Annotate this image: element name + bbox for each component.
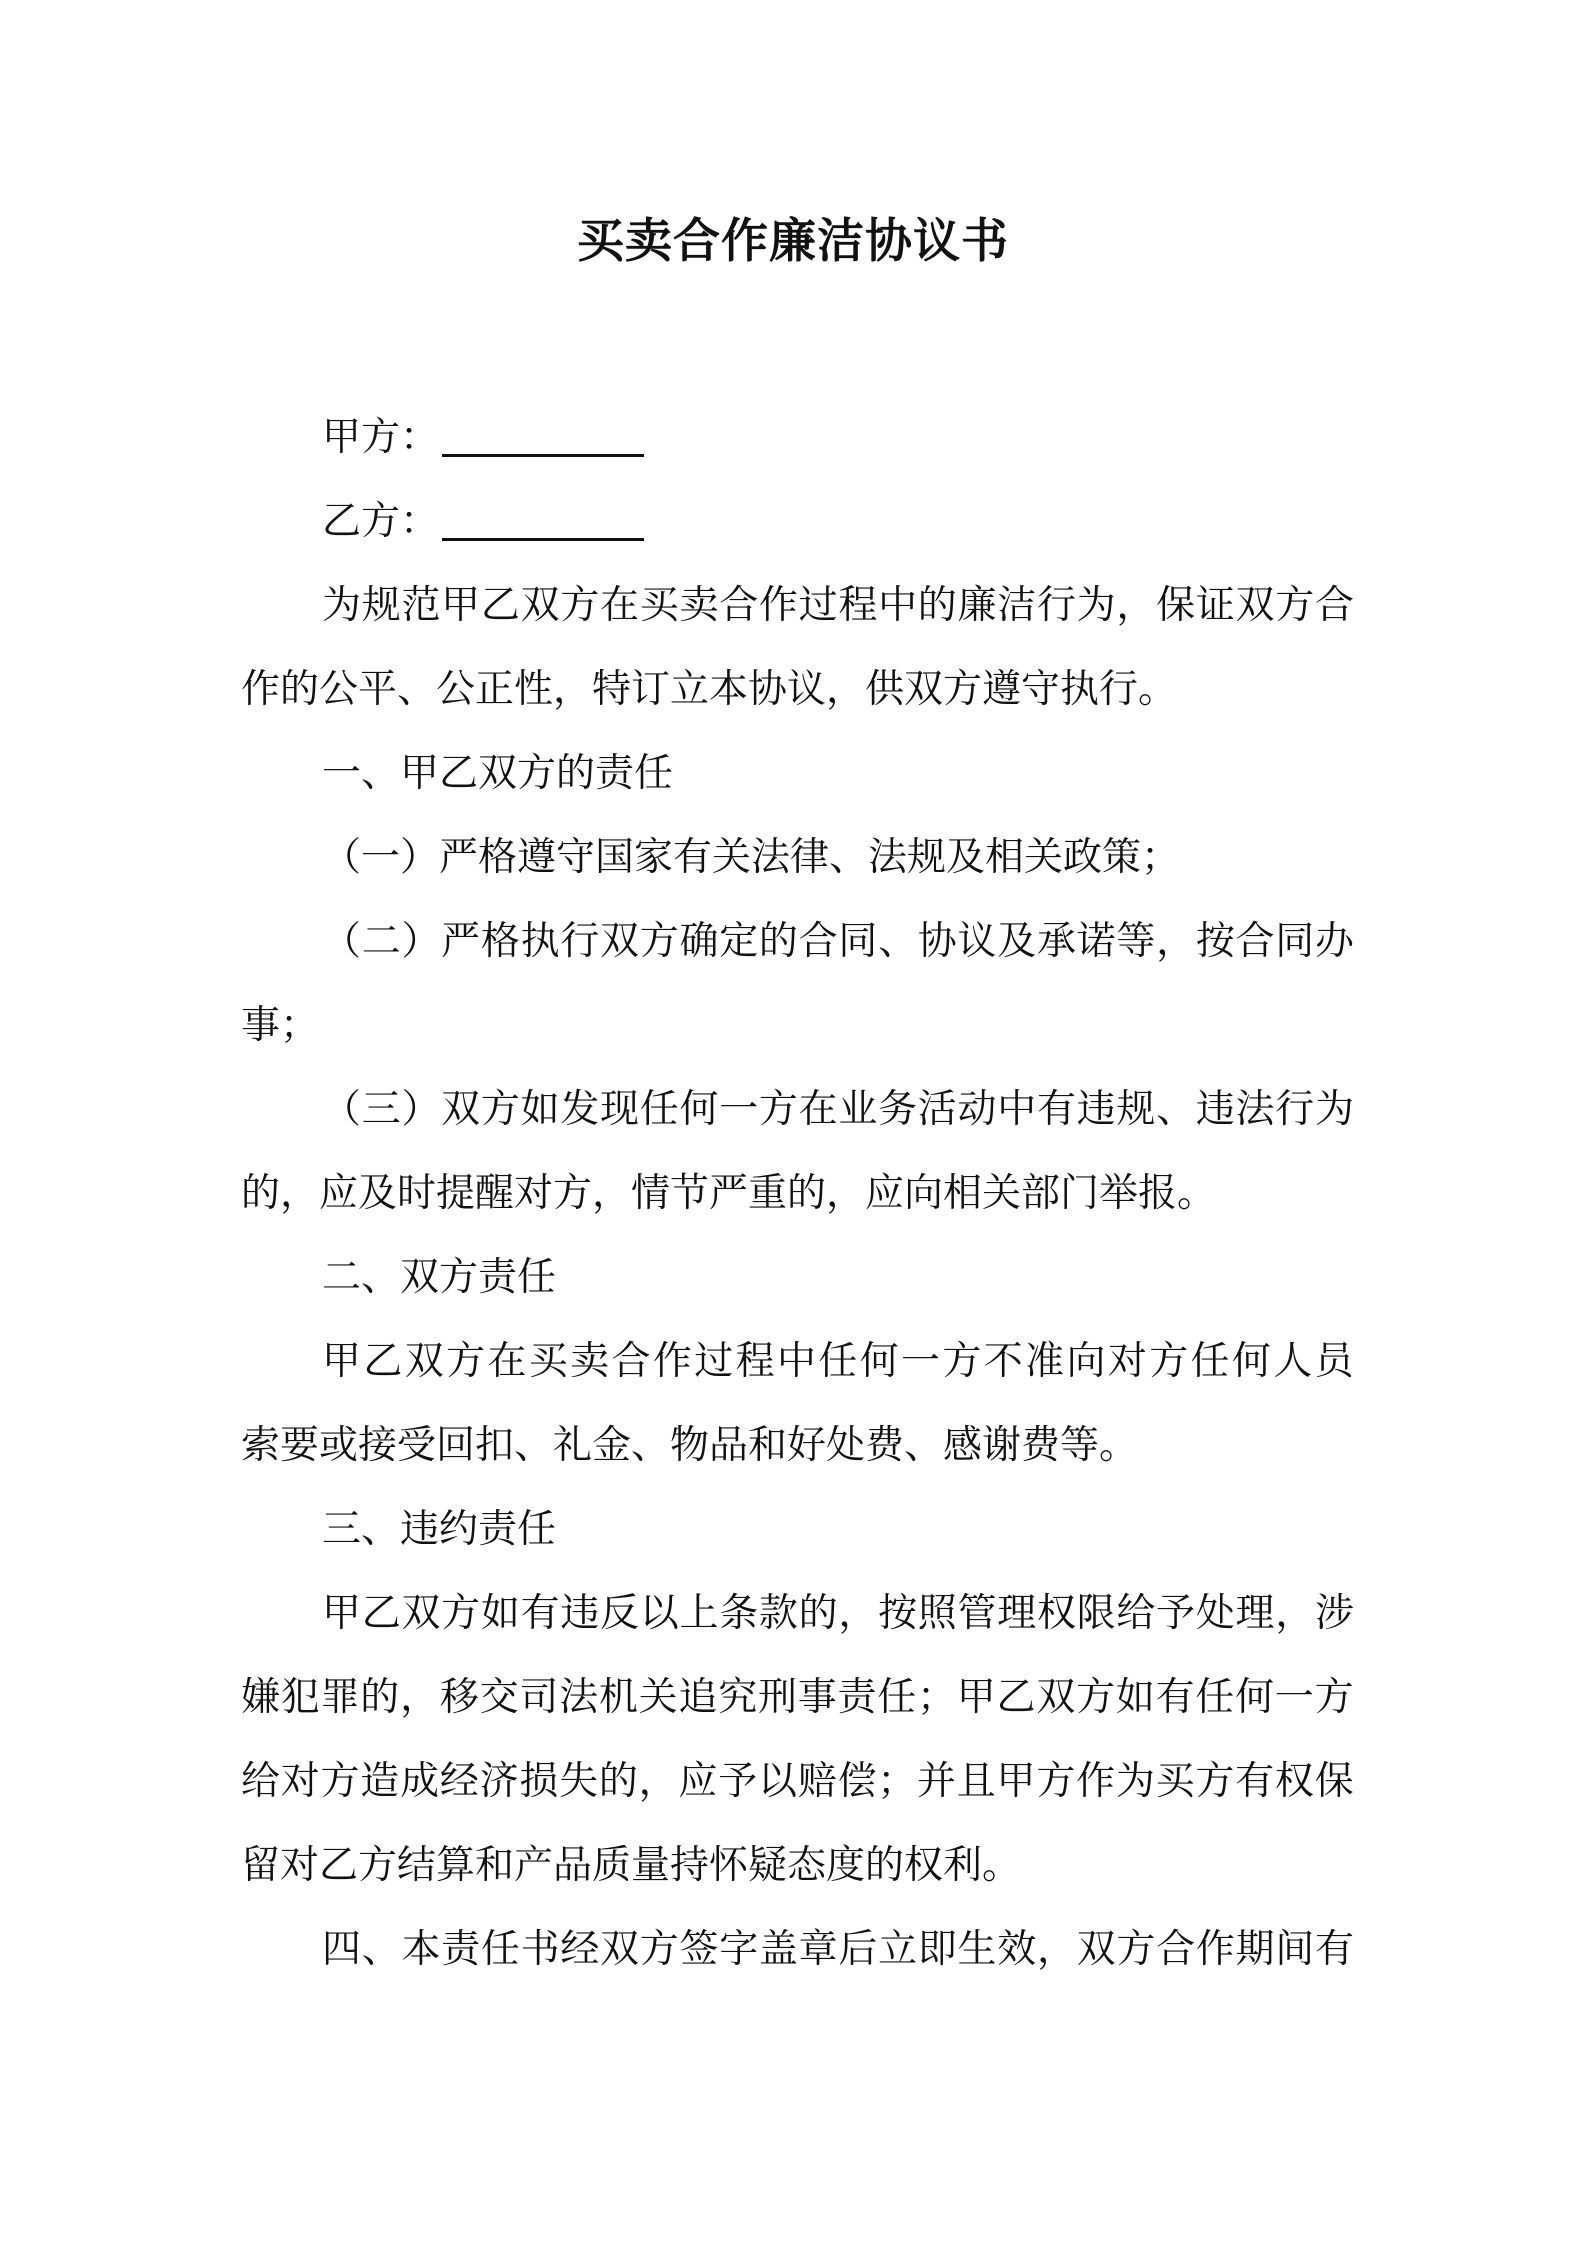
line-char: 任 — [818, 1339, 858, 1384]
line-char: 承 — [1036, 919, 1076, 964]
line-char: 照 — [917, 1591, 957, 1636]
paragraph-line — [0, 1416, 1586, 1476]
line-char: 诺 — [1076, 919, 1116, 964]
line-char: 方 — [942, 1339, 982, 1384]
clause-text: 的，应及时提醒对方，情节严重的，应向相关部门举报。 — [241, 1171, 1217, 1216]
clause-line — [0, 912, 1586, 972]
line-char: 卖 — [679, 583, 719, 628]
party-a-blank — [442, 408, 644, 457]
line-char: 理 — [1235, 1591, 1275, 1636]
line-char: 违 — [560, 1591, 600, 1636]
line-char: 章 — [798, 1927, 838, 1972]
line-char: 方 — [480, 1087, 520, 1132]
line-char: 规 — [361, 583, 401, 628]
line-char: 按 — [1195, 919, 1235, 964]
line-char: 双 — [520, 583, 560, 628]
line-char: 如 — [520, 1087, 560, 1132]
line-char: 如 — [480, 1591, 520, 1636]
justified-line-text — [322, 576, 1354, 636]
justified-line-text — [241, 1752, 1354, 1812]
line-char: 卖 — [570, 1339, 610, 1384]
line-char: 嫌 — [241, 1675, 281, 1720]
line-char: 方 — [639, 919, 679, 964]
section-heading — [0, 1500, 1586, 1560]
line-char: 关 — [638, 1675, 678, 1720]
line-char: 款 — [758, 1591, 798, 1636]
line-char: 赔 — [797, 1759, 837, 1804]
line-char: 双 — [1036, 1675, 1076, 1720]
justified-line-text — [322, 1920, 1354, 1980]
line-char: 的 — [360, 1675, 400, 1720]
paragraph-line — [0, 1584, 1586, 1644]
section-heading-text: 二、双方责任 — [322, 1255, 557, 1300]
line-char: 签 — [679, 1927, 719, 1972]
line-char: 双 — [1235, 583, 1275, 628]
paragraph-line — [0, 1332, 1586, 1392]
line-char: 在 — [600, 583, 640, 628]
line-char: 确 — [679, 919, 719, 964]
line-char: 同 — [838, 919, 878, 964]
party-b-line — [0, 492, 1586, 552]
line-char: 权 — [1036, 1591, 1076, 1636]
line-char: 过 — [694, 1339, 734, 1384]
line-char: 方 — [1195, 1759, 1235, 1804]
paragraph-line — [0, 660, 1586, 720]
clause-text: （一）严格遵守国家有关法律、法规及相关政策； — [322, 835, 1181, 880]
clause-line — [0, 828, 1586, 888]
line-char: 为 — [1076, 583, 1116, 628]
line-char: 应 — [678, 1759, 718, 1804]
line-char: 甲 — [322, 1339, 362, 1384]
line-char: 保 — [1156, 583, 1196, 628]
line-char: 发 — [560, 1087, 600, 1132]
line-char: 行 — [560, 919, 600, 964]
line-char: 责 — [837, 1675, 877, 1720]
line-char: 理 — [997, 1591, 1037, 1636]
line-char: 准 — [1025, 1339, 1065, 1384]
line-char: 成 — [400, 1759, 440, 1804]
line-char: 方 — [560, 583, 600, 628]
paragraph-text: 留对乙方结算和产品质量持怀疑态度的权利。 — [241, 1843, 1022, 1888]
line-char: 方 — [639, 1927, 679, 1972]
line-char: 买 — [639, 583, 679, 628]
line-char: 何 — [1231, 1339, 1271, 1384]
line-char: 员 — [1314, 1339, 1354, 1384]
line-char: 程 — [838, 583, 878, 628]
justified-line-text — [322, 912, 1354, 972]
line-char: 如 — [1115, 1675, 1155, 1720]
line-char: 效 — [997, 1927, 1037, 1972]
line-char: 二 — [361, 919, 401, 964]
line-char: 的 — [598, 1759, 638, 1804]
line-char: 予 — [718, 1759, 758, 1804]
line-char: 有 — [1036, 1087, 1076, 1132]
line-char: （ — [322, 919, 362, 964]
line-char: 上 — [679, 1591, 719, 1636]
line-char: 且 — [956, 1759, 996, 1804]
line-char: 交 — [479, 1675, 519, 1720]
line-char: 追 — [678, 1675, 718, 1720]
line-char: 方 — [1116, 1927, 1156, 1972]
line-char: 三 — [361, 1087, 401, 1132]
line-char: ， — [1036, 1927, 1076, 1972]
line-char: 范 — [401, 583, 441, 628]
line-char: 业 — [838, 1087, 878, 1132]
line-char: 按 — [878, 1591, 918, 1636]
line-char: 生 — [957, 1927, 997, 1972]
line-char: 以 — [639, 1591, 679, 1636]
line-char: 现 — [600, 1087, 640, 1132]
line-char: 予 — [1156, 1591, 1196, 1636]
line-char: 盖 — [758, 1927, 798, 1972]
line-char: 方 — [1076, 1675, 1116, 1720]
line-char: 有 — [1314, 1927, 1354, 1972]
line-char: 即 — [917, 1927, 957, 1972]
section-heading — [0, 1248, 1586, 1308]
line-char: 及 — [997, 919, 1037, 964]
line-char: 买 — [1155, 1759, 1195, 1804]
line-char: 任 — [1190, 1339, 1230, 1384]
line-char: 方 — [1149, 1339, 1189, 1384]
clause-line — [0, 1164, 1586, 1224]
paragraph-line — [0, 1668, 1586, 1728]
line-char: 立 — [878, 1927, 918, 1972]
line-char: ） — [401, 919, 441, 964]
line-char: 中 — [776, 1339, 816, 1384]
line-char: 为 — [1115, 1759, 1155, 1804]
clause-line — [0, 1080, 1586, 1140]
line-char: 合 — [1156, 1927, 1196, 1972]
line-char: 保 — [1314, 1759, 1354, 1804]
line-char: 方 — [758, 1087, 798, 1132]
justified-line-text — [241, 1668, 1354, 1728]
line-char: 人 — [1273, 1339, 1313, 1384]
line-char: 过 — [798, 583, 838, 628]
line-char: 何 — [679, 1087, 719, 1132]
line-char: 限 — [1076, 1591, 1116, 1636]
line-char: ； — [877, 1759, 917, 1804]
line-char: 合 — [719, 583, 759, 628]
line-char: 的 — [917, 583, 957, 628]
line-char: ， — [1275, 1591, 1315, 1636]
line-char: 作 — [758, 583, 798, 628]
line-char: 处 — [1195, 1591, 1235, 1636]
line-char: 方 — [446, 1339, 486, 1384]
line-char: 有 — [1155, 1675, 1195, 1720]
line-char: 格 — [480, 919, 520, 964]
line-char: 期 — [1235, 1927, 1275, 1972]
line-char: 在 — [487, 1339, 527, 1384]
party-b-blank — [442, 492, 644, 541]
line-char: 双 — [401, 1591, 441, 1636]
line-char: 罪 — [320, 1675, 360, 1720]
section-heading-text: 三、违约责任 — [322, 1507, 557, 1552]
line-char: 方 — [1314, 1675, 1354, 1720]
line-char: 的 — [798, 1591, 838, 1636]
section-heading — [0, 1920, 1586, 1980]
line-char: ， — [638, 1759, 678, 1804]
line-char: 任 — [1195, 1675, 1235, 1720]
line-char: 作 — [1195, 1927, 1235, 1972]
line-char: 合 — [611, 1339, 651, 1384]
line-char: ） — [401, 1087, 441, 1132]
line-char: 对 — [1107, 1339, 1147, 1384]
line-char: 证 — [1195, 583, 1235, 628]
line-char: 甲 — [956, 1675, 996, 1720]
line-char: 方 — [1275, 583, 1315, 628]
line-char: 规 — [1116, 1087, 1156, 1132]
line-char: 并 — [917, 1759, 957, 1804]
clause-text: 事； — [241, 1003, 320, 1048]
line-char: 权 — [1274, 1759, 1314, 1804]
line-char: 任 — [480, 1927, 520, 1972]
line-char: 乙 — [361, 1591, 401, 1636]
document-title: 买卖合作廉洁协议书 — [577, 214, 1009, 269]
paragraph-line — [0, 1836, 1586, 1896]
line-char: 、 — [1156, 1087, 1196, 1132]
line-char: 法 — [1235, 1087, 1275, 1132]
line-char: 偿 — [837, 1759, 877, 1804]
line-char: 务 — [878, 1087, 918, 1132]
line-char: 、 — [361, 1927, 401, 1972]
line-char: ， — [1116, 583, 1156, 628]
line-char: 字 — [719, 1927, 759, 1972]
line-char: 双 — [441, 1087, 481, 1132]
line-char: 经 — [560, 1927, 600, 1972]
line-char: 行 — [1036, 583, 1076, 628]
line-char: 作 — [652, 1339, 692, 1384]
line-char: 法 — [559, 1675, 599, 1720]
line-char: 一 — [719, 1087, 759, 1132]
line-char: 一 — [1274, 1675, 1314, 1720]
line-char: 双 — [600, 1927, 640, 1972]
line-char: 议 — [957, 919, 997, 964]
line-char: 刑 — [757, 1675, 797, 1720]
line-char: 为 — [1314, 1087, 1354, 1132]
line-char: 行 — [1275, 1087, 1315, 1132]
line-char: 定 — [719, 919, 759, 964]
line-char: 反 — [600, 1591, 640, 1636]
line-char: 济 — [479, 1759, 519, 1804]
line-char: 给 — [1116, 1591, 1156, 1636]
line-char: 向 — [1066, 1339, 1106, 1384]
line-char: 洁 — [997, 583, 1037, 628]
line-char: 方 — [441, 1591, 481, 1636]
line-char: 方 — [320, 1759, 360, 1804]
line-char: （ — [322, 1087, 362, 1132]
line-char: 中 — [878, 583, 918, 628]
line-char: 经 — [439, 1759, 479, 1804]
line-char: 本 — [401, 1927, 441, 1972]
line-char: 中 — [997, 1087, 1037, 1132]
line-char: 后 — [838, 1927, 878, 1972]
line-char: 造 — [360, 1759, 400, 1804]
line-char: 办 — [1314, 919, 1354, 964]
paragraph-line — [0, 576, 1586, 636]
line-char: 何 — [859, 1339, 899, 1384]
line-char: 任 — [639, 1087, 679, 1132]
line-char: 活 — [917, 1087, 957, 1132]
line-char: 一 — [901, 1339, 941, 1384]
line-char: ， — [1156, 919, 1196, 964]
line-char: 涉 — [1314, 1591, 1354, 1636]
line-char: 程 — [735, 1339, 775, 1384]
line-char: 以 — [757, 1759, 797, 1804]
line-char: 的 — [758, 919, 798, 964]
line-char: 司 — [519, 1675, 559, 1720]
line-char: 同 — [1275, 919, 1315, 964]
line-char: ， — [400, 1675, 440, 1720]
line-char: 给 — [241, 1759, 281, 1804]
line-char: 书 — [520, 1927, 560, 1972]
line-char: 甲 — [322, 1591, 362, 1636]
line-char: 条 — [719, 1591, 759, 1636]
section-heading — [0, 744, 1586, 804]
line-char: 廉 — [957, 583, 997, 628]
line-char: 双 — [600, 919, 640, 964]
line-char: 为 — [322, 583, 362, 628]
line-char: 有 — [520, 1591, 560, 1636]
line-char: 不 — [983, 1339, 1023, 1384]
line-char: 双 — [404, 1339, 444, 1384]
line-char: 买 — [528, 1339, 568, 1384]
line-char: 方 — [1036, 1759, 1076, 1804]
line-char: 间 — [1275, 1927, 1315, 1972]
justified-line-text — [322, 1332, 1354, 1392]
line-char: 合 — [1235, 919, 1275, 964]
line-char: 管 — [957, 1591, 997, 1636]
line-char: 等 — [1116, 919, 1156, 964]
paragraph-text: 索要或接受回扣、礼金、物品和好处费、感谢费等。 — [241, 1423, 1139, 1468]
line-char: 责 — [441, 1927, 481, 1972]
line-char: 违 — [1076, 1087, 1116, 1132]
line-char: 有 — [1235, 1759, 1275, 1804]
line-char: 究 — [718, 1675, 758, 1720]
line-char: 甲 — [441, 583, 481, 628]
line-char: 乙 — [480, 583, 520, 628]
line-char: 动 — [957, 1087, 997, 1132]
party-a-label: 甲方： — [322, 415, 440, 460]
line-char: 甲 — [996, 1759, 1036, 1804]
line-char: 四 — [322, 1927, 362, 1972]
party-a-line — [0, 408, 1586, 468]
section-heading-text: 一、甲乙双方的责任 — [322, 751, 674, 796]
line-char: 协 — [917, 919, 957, 964]
line-char: 何 — [1235, 1675, 1275, 1720]
line-char: 作 — [1076, 1759, 1116, 1804]
justified-line-text — [322, 1080, 1354, 1140]
line-char: ； — [917, 1675, 957, 1720]
line-char: 乙 — [996, 1675, 1036, 1720]
line-char: 损 — [519, 1759, 559, 1804]
line-char: 在 — [798, 1087, 838, 1132]
line-char: 执 — [520, 919, 560, 964]
line-char: 事 — [797, 1675, 837, 1720]
line-char: 对 — [280, 1759, 320, 1804]
line-char: ， — [838, 1591, 878, 1636]
line-char: 任 — [877, 1675, 917, 1720]
line-char: 合 — [798, 919, 838, 964]
paragraph-text: 作的公平、公正性，特订立本协议，供双方遵守执行。 — [241, 667, 1178, 712]
line-char: 合 — [1314, 583, 1354, 628]
line-char: 双 — [1076, 1927, 1116, 1972]
line-char: 违 — [1195, 1087, 1235, 1132]
line-char: 犯 — [280, 1675, 320, 1720]
line-char: 失 — [559, 1759, 599, 1804]
paragraph-line — [0, 1752, 1586, 1812]
line-char: 严 — [441, 919, 481, 964]
justified-line-text — [322, 1584, 1354, 1644]
line-char: 移 — [439, 1675, 479, 1720]
line-char: 乙 — [363, 1339, 403, 1384]
line-char: 、 — [878, 919, 918, 964]
line-char: 机 — [598, 1675, 638, 1720]
party-b-label: 乙方： — [322, 499, 440, 544]
clause-line — [0, 996, 1586, 1056]
